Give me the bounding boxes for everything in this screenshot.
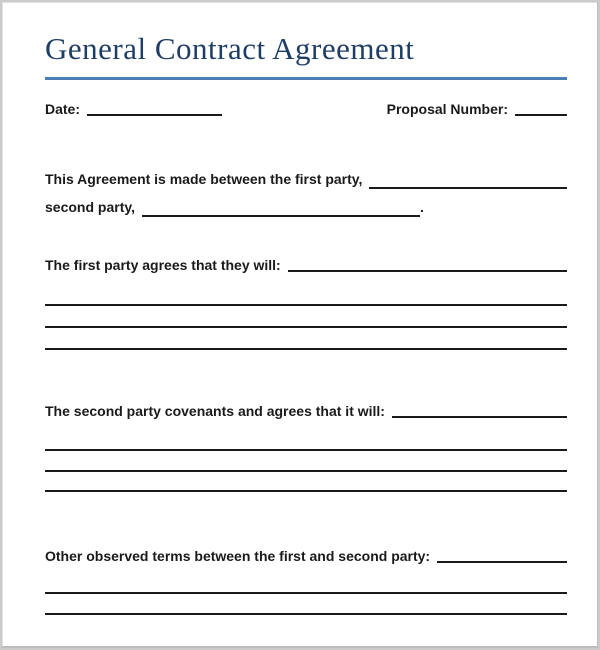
blank-line	[45, 490, 567, 492]
blank-line	[45, 326, 567, 328]
intro-line-1	[45, 165, 567, 193]
first-party-blank-field	[369, 187, 567, 189]
blank-line	[45, 348, 567, 350]
blank-line	[45, 304, 567, 306]
intro-line-1-text: This Agreement is made between the first party,	[45, 171, 363, 187]
second-party-blank-field	[142, 215, 420, 217]
blank-line	[45, 449, 567, 451]
date-label: Date:	[45, 101, 81, 117]
date-group	[45, 98, 222, 120]
section-second-party-label: The second party covenants and agrees that it will:	[45, 403, 385, 419]
proposal-number-group	[387, 98, 567, 120]
date-blank-field	[87, 114, 222, 116]
document-content	[45, 2, 567, 648]
section-first-party-label-row	[45, 254, 567, 276]
blank-line	[45, 592, 567, 594]
section-other-terms-label-row	[45, 545, 567, 567]
blank-line	[45, 613, 567, 615]
page-title: General Contract Agreement	[45, 28, 567, 80]
proposal-number-blank-field	[515, 114, 567, 116]
intro-line-2-text: second party,	[45, 199, 135, 215]
section-first-party-inline-blank	[288, 270, 567, 272]
section-second-party-inline-blank	[392, 416, 567, 418]
section-other-terms-inline-blank	[437, 561, 567, 563]
section-other-terms-label: Other observed terms between the first and second party:	[45, 548, 431, 564]
intro-line-2-period: .	[420, 199, 424, 215]
meta-row	[45, 98, 567, 120]
section-second-party-label-row	[45, 400, 567, 422]
blank-line	[45, 470, 567, 472]
section-first-party-label: The first party agrees that they will:	[45, 257, 281, 273]
proposal-number-label: Proposal Number:	[386, 101, 508, 117]
intro-line-2	[45, 193, 567, 221]
